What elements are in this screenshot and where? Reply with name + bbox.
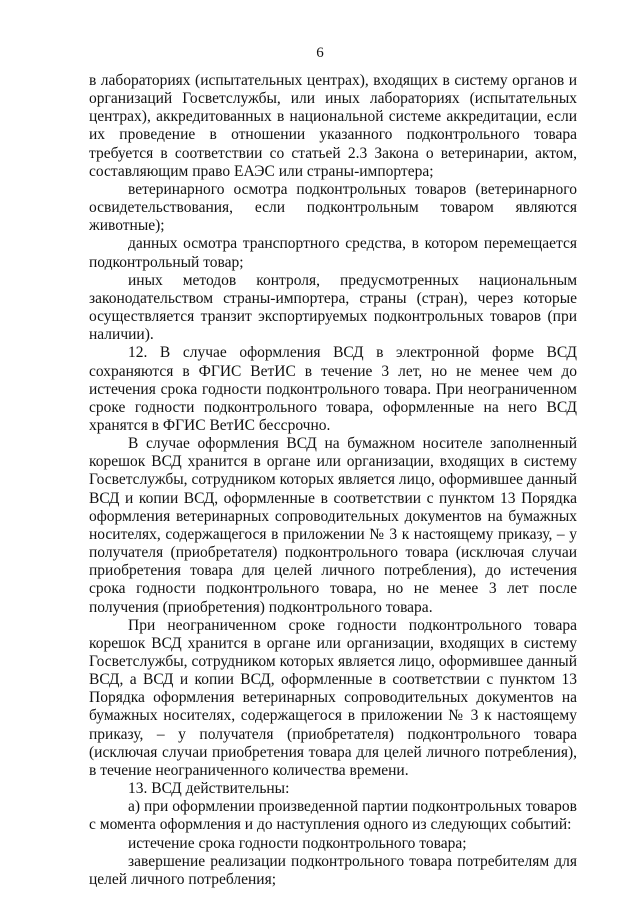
paragraph: иных методов контроля, предусмотренных национальным законодательством страны-импортера, страны (стран), через которые осуществляется транзит экспортируемых подконтрольных товаров (при наличии).	[89, 271, 577, 344]
paragraph: данных осмотра транспортного средства, в котором перемещается подконтрольный товар;	[89, 235, 577, 271]
paragraph: В случае оформления ВСД на бумажном носителе заполненный корешок ВСД хранится в органе или организации, входящих в систему Госветслужбы, сотрудником которых является лицо, оформившее данный ВСД и копии ВСД, оформленные в соответствии с пунктом 13 Порядка оформления ветеринарных сопроводительных документов на бумажных носителях, содержащегося в приложении № 3 к настоящему приказу, – у получателя (приобретателя) подконтрольного товара (исключая случаи приобретения товара для целей личного потребления), до истечения срока годности подконтрольного товара, но не менее 3 лет после получения (приобретения) подконтрольного товара.	[89, 435, 577, 616]
paragraph: в лабораториях (испытательных центрах), входящих в систему органов и организаций Госветслужбы, или иных лабораториях (испытательных центрах), аккредитованных в национальной системе аккредитации, если их проведение в отношении указанного подконтрольного товара требуется в соответствии со статьей 2.3 Закона о ветеринарии, актом, составляющим право ЕАЭС или страны-импортера;	[89, 72, 577, 180]
paragraph: истечение срока годности подконтрольного товара;	[128, 834, 467, 852]
paragraph: завершение реализации подконтрольного товара потребителям для целей личного потребления;	[89, 852, 577, 888]
page-number: 6	[316, 45, 324, 61]
document-body	[89, 72, 577, 889]
paragraph: 13. ВСД действительны:	[128, 780, 290, 798]
paragraph: а) при оформлении произведенной партии подконтрольных товаров с момента оформления и до наступления одного из следующих событий:	[89, 798, 577, 834]
paragraph: ветеринарного осмотра подконтрольных товаров (ветеринарного освидетельствования, если подконтрольным товаром являются животные);	[89, 180, 577, 235]
paragraph: 12. В случае оформления ВСД в электронной форме ВСД сохраняются в ФГИС ВетИС в течение 3 лет, но не менее чем до истечения срока годности подконтрольного товара. При неограниченном сроке годности подконтрольного товара, оформленные на него ВСД хранятся в ФГИС ВетИС бессрочно.	[89, 344, 577, 434]
paragraph: При неограниченном сроке годности подконтрольного товара корешок ВСД хранится в органе или организации, входящих в систему Госветслужбы, сотрудником которых является лицо, оформившее данный ВСД, а ВСД и копии ВСД, оформленные в соответствии с пунктом 13 Порядка оформления ветеринарных сопроводительных документов на бумажных носителях, содержащегося в приложении № 3 к настоящему приказу, – у получателя (приобретателя) подконтрольного товара (исключая случаи приобретения товара для целей личного потребления), в течение неограниченного количества времени.	[89, 616, 577, 779]
